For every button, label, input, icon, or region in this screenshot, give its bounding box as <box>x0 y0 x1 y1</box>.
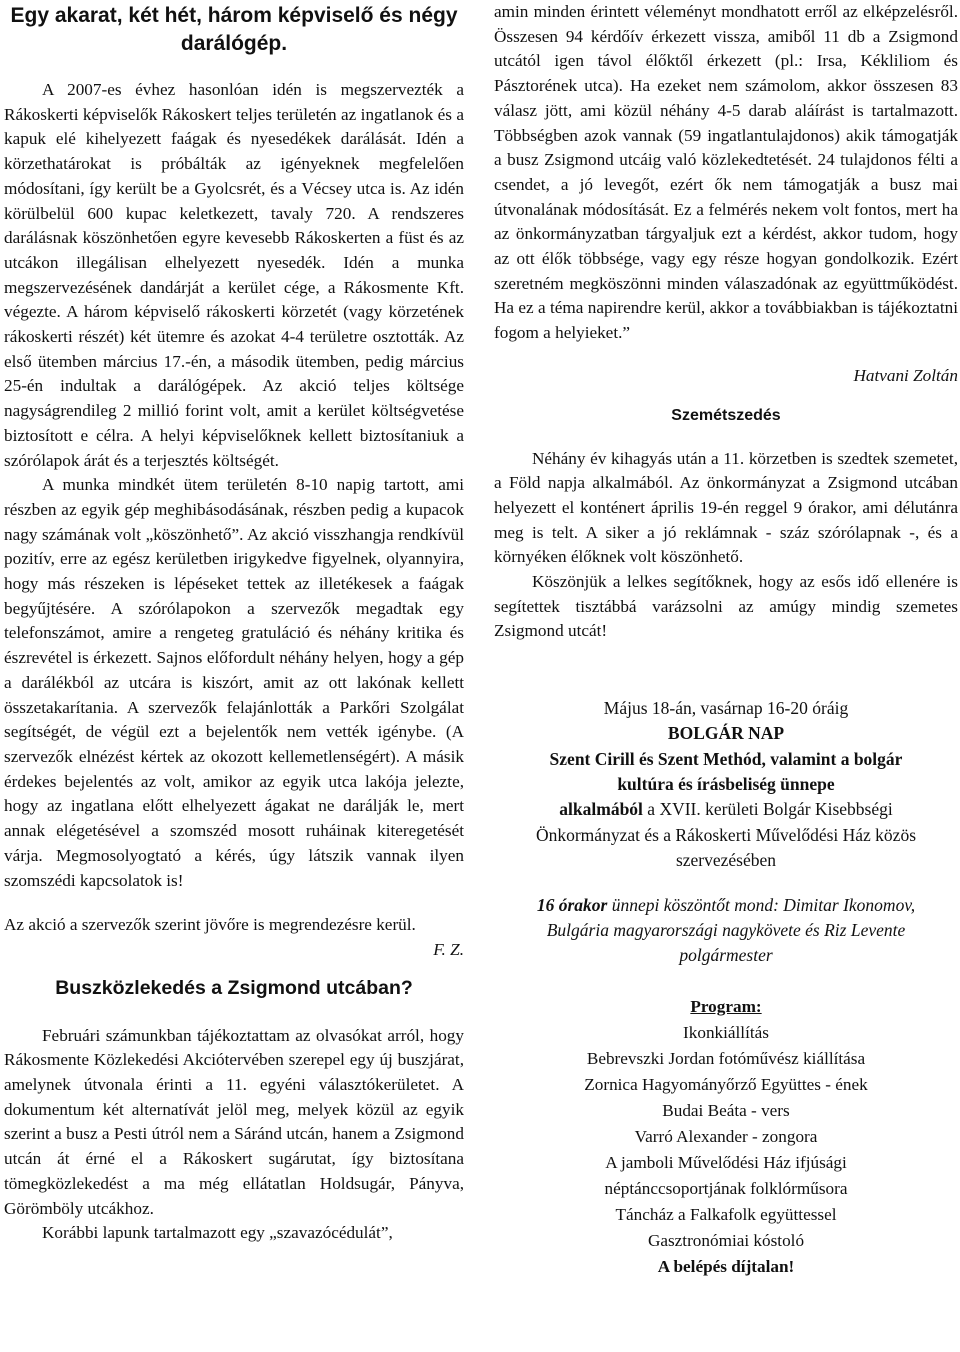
greeting-time: 16 órakor <box>536 895 608 916</box>
greeting-text: ünnepi köszöntőt mond: Dimitar Ikonomov, <box>607 895 916 916</box>
event-line-bold: alkalmából <box>559 799 643 820</box>
event-line-rest: a XVII. kerületi Bolgár Kisebbségi <box>642 799 893 820</box>
greeting-line: Bulgária magyarországi nagykövete és Riz Levente <box>546 920 906 941</box>
section-heading: Buszközlekedés a Zsigmond utcában? <box>55 976 413 999</box>
event-line: kultúra és írásbeliség ünnepe <box>617 774 835 795</box>
event-date: Május 18-án, vasárnap 16-20 óráig <box>603 698 849 719</box>
section-heading: Szemétszedés <box>671 406 781 424</box>
program-item: Gasztronómiai kóstoló <box>647 1231 805 1251</box>
program-list <box>494 1020 958 1254</box>
program-item: Ikonkiállítás <box>683 1023 769 1043</box>
article-paragraph: Néhány év kihagyás után a 11. körzetben is szedtek szemetet, a Föld napja alkalmából. Az önkormányzat a Zsigmond utcában helyezett el konténert április 19-én reggel 9 órakor, ami délutánra meg is telt. A siker a jó reklámnak - száz szórólapnak -, és a környéken élőknek volt köszönhető. <box>494 448 958 567</box>
event-announcement <box>494 696 958 1280</box>
left-column <box>4 0 464 1246</box>
program-item: néptánccsoportjának folklórműsora <box>604 1179 848 1199</box>
program-section <box>494 994 958 1280</box>
free-entry-note: A belépés díjtalan! <box>657 1257 795 1277</box>
program-title <box>494 994 958 1020</box>
event-line: szervezésében <box>675 849 777 870</box>
article-paragraph: A 2007-es évhez hasonlóan idén is megszervezték a Rákoskerti képviselők Rákoskert teljes területén az ingatlanok és a kapuk elé kihelyezett faágak és nyesedékek darálását. Idén a körzethatárokat is próbálták az igényeknek megfelelően módosítani, így került be a Gyolcsrét, és a Vécsey utca is. Az idén körülbelül 600 kupac keletkezett, tavaly 720. A rendszeres darálásnak köszönhetően egyre kevesebb Rákoskerten a füst és az utcákon illegálisan elhelyezett nyesedék. Idén a munka megszervezésének dandárját a kerület cége, a Rákosmente Kft. végezte. A három képviselő rákoskerti körzetét (vagy körzetének rákoskerti részét) két ütemre és azokat 4-4 területre osztották. Az első ütemben március 17.-én, a második ütemben, pedig március 25-én indultak a darálógépek. Az akció teljes költsége nagyságrendileg 2 millió forint volt, amit a kerület költségvetése biztosított e célra. A helyi képviselőknek kellett biztosítaniuk a szórólapok árát és a terjesztés költségét. <box>4 80 464 470</box>
article-paragraph: Februári számunkban tájékoztattam az olvasókat arról, hogy Rákosmente Közlekedési Akciótervében szerepel egy új buszjárat, amelynek útvonala érinti a 11. egyéni választókerületet. A dokumentum két alternatívát jelöl meg, melyek közül az egyik szerint a busz a Pesti útról nem a Sáránd utcán, hanem a Zsigmond utcán át érné el a Rákoskert sugárutat, így biztosítana tömegközlekedést a ma még ellátatlan Holdsugár, Pányva, Görömböly utcákhoz. <box>4 1025 464 1218</box>
program-item: Zornica Hagyományőrző Együttes - ének <box>584 1075 868 1095</box>
event-greeting <box>494 893 958 968</box>
program-title-text: Program: <box>690 997 762 1017</box>
event-line: Önkormányzat és a Rákoskerti Művelődési Ház közös <box>535 824 917 845</box>
greeting-line: polgármester <box>679 945 773 966</box>
article-paragraph: A munka mindkét ütem területén 8-10 napig tartott, ami részben az egyik gép meghibásodásának, részben pedig a kupacok nagy számának volt „köszönhető”. Az akció visszhangja rendkívül pozitív, erre az egész kerületben irigykedve figyelnek, olyannyira, hogy más részeken is lépéseket tettek az illetékesek a faágak begyűjtésére. A szórólapokon a szervezők megadtak egy telefonszámot, amire a rengeteg gratuláció és néhány kritika és észrevétel is érkezett. Sajnos előfordult néhány helyen, hogy a gép a darálékból az utcára is kiszórt, amit az ott lakónak kellett összetakarítania. A szervezők felajánlották a Parkőri Szolgálat segítségét, de végül ezt a bejelentők nem vették igénybe. (A szervezők elnézést kértek az okozott kellemetlenségért). A másik érdekes bejelentés az volt, amikor az egyik utca lakója jelezte, hogy az ingatlana előtt elhelyezett ágakat ne darálják le, mert annak elégetésével a szomszéd mosott ruháinak kiteregetését várja. Megmosolyogtató a kérés, úgy látszik vannak ilyen szomszédi kapcsolatok is! <box>4 475 464 890</box>
program-item: Budai Beáta - vers <box>662 1101 790 1121</box>
program-item: Táncház a Falkafolk együttessel <box>615 1205 837 1225</box>
article-paragraph: Köszönjük a lelkes segítőknek, hogy az esős idő ellenére is segítettek tisztábbá varázsolni az amúgy mindig szemetes Zsigmond utcát! <box>494 572 958 641</box>
article-signature: Hatvani Zoltán <box>853 365 958 385</box>
event-line <box>494 797 958 822</box>
event-name: BOLGÁR NAP <box>667 723 785 744</box>
article-paragraph: Az akció a szervezők szerint jövőre is megrendezésre kerül. <box>4 915 416 935</box>
program-item: Bebrevszki Jordan fotóművész kiállítása <box>586 1049 866 1069</box>
program-item: Varró Alexander - zongora <box>634 1127 818 1147</box>
right-column <box>494 0 958 1280</box>
article-paragraph: amin minden érintett véleményt mondhatott erről az elképzelésről. Összesen 94 kérdőív érkezett vissza, amiből 11 db a Zsigmond utcától igen távol élőktől érkezett (pl.: Irsa, Kékliliom és Pásztorének utca). Ha ezeket nem számolom, akkor összesen 83 válasz jött, ami közül néhány 4-5 darab aláírást is tartalmazott. Többségben azok vannak (59 ingatlantulajdonos) akik támogatják a busz Zsigmond utcáig való közlekedtetését. 24 tulajdonos félti a csendet, a jó levegőt, ezért ők nem támogatják a busz mai útvonalának módosítását. Ez a felmérés nekem volt fontos, mert ha az önkormányzatban tárgyaljuk ezt a kérdést, akkor tudom, hogy az ott élők többsége, vagy egy része hogyan gondolkozik. Ezért szeretném megköszönni minden válaszadónak az együttműködést. Ha ez a téma napirendre kerül, akkor a továbbiakban is tájékoztatni fogom a helyieket.” <box>494 2 958 343</box>
program-item: A jamboli Művelődési Ház ifjúsági <box>605 1153 847 1173</box>
article-paragraph: Korábbi lapunk tartalmazott egy „szavazócédulát”, <box>42 1223 393 1243</box>
greeting-line <box>494 893 958 918</box>
article-title: Egy akarat, két hét, három képviselő és négy darálógép. <box>10 4 458 55</box>
event-line: Szent Cirill és Szent Methód, valamint a bolgár <box>549 748 903 769</box>
article-signature: F. Z. <box>433 939 464 959</box>
